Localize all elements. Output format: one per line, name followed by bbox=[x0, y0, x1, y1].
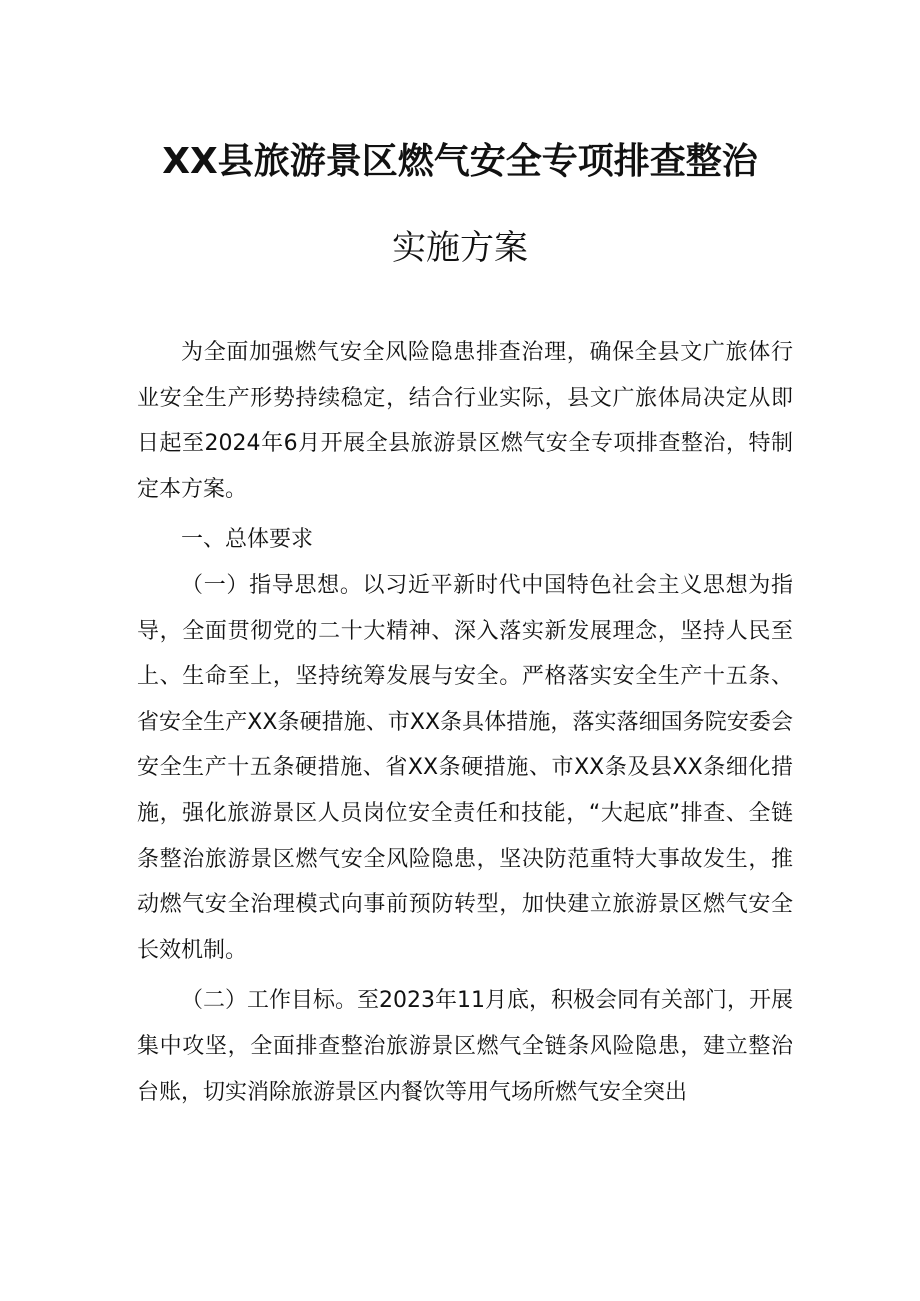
section-heading-general-requirements: 一、总体要求 bbox=[181, 527, 314, 553]
document-body bbox=[137, 330, 793, 1115]
paragraph-work-goals: （二）工作目标。至2023年11月底，积极会同有关部门，开展集中攻坚，全面排查整治旅游景区燃气全链条风险隐患，建立整治台账，切实消除旅游景区内餐饮等用气场所燃气安全突出 bbox=[137, 988, 793, 1105]
document-title-line-2: 实施方案 bbox=[392, 228, 528, 268]
paragraph-guiding-ideology: （一）指导思想。以习近平新时代中国特色社会主义思想为指导，全面贯彻党的二十大精神、深入落实新发展理念，坚持人民至上、生命至上，坚持统筹发展与安全。严格落实安全生产十五条、省安全生产XX条硬措施、市XX条具体措施，落实落细国务院安委会安全生产十五条硬措施、省XX条硬措施、市XX条及县XX条细化措施，强化旅游景区人员岗位安全责任和技能，“大起底”排查、全链条整治旅游景区燃气安全风险隐患，坚决防范重特大事故发生，推动燃气安全治理模式向事前预防转型，加快建立旅游景区燃气安全长效机制。 bbox=[137, 572, 793, 963]
intro-paragraph: 为全面加强燃气安全风险隐患排查治理，确保全县文广旅体行业安全生产形势持续稳定，结合行业实际，县文广旅体局决定从即日起至2024年6月开展全县旅游景区燃气安全专项排查整治，特制定本方案。 bbox=[137, 340, 793, 502]
document-title-line-1: XX县旅游景区燃气安全专项排查整治 bbox=[162, 141, 758, 182]
